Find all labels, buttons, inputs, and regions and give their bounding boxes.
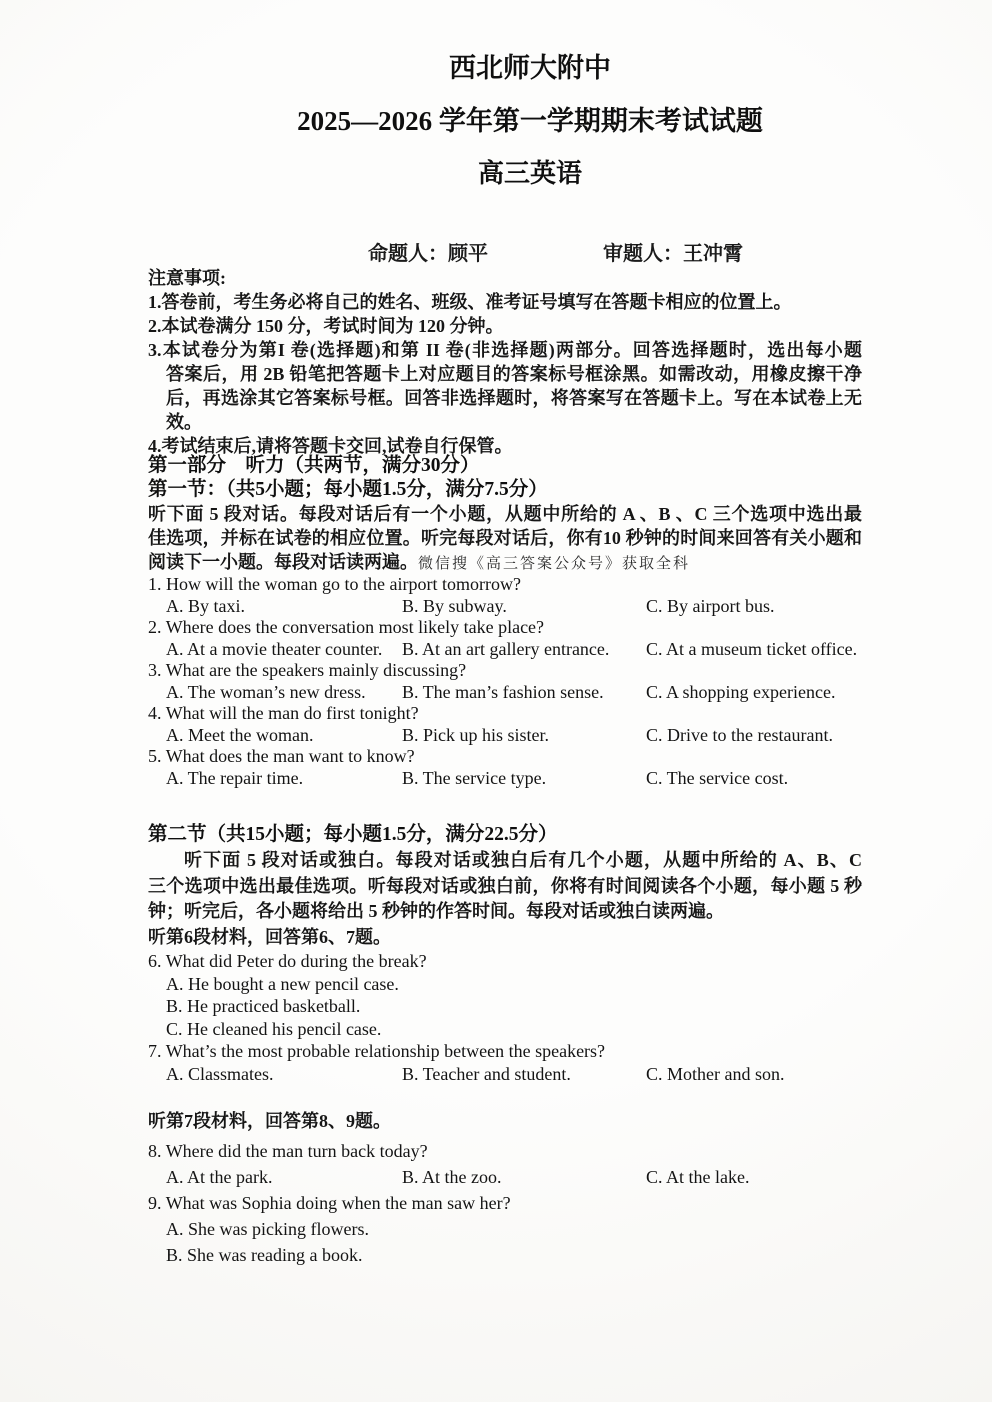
part1-listening <box>148 454 862 576</box>
options-row <box>148 768 862 790</box>
question-text: Where did the man turn back today? <box>165 1141 428 1161</box>
section1-intro-line3 <box>148 550 862 576</box>
question-text: What will the man do first tonight? <box>165 703 419 723</box>
question-text: What was Sophia doing when the man saw her? <box>165 1193 511 1213</box>
question-number: 5. <box>148 746 162 766</box>
school-title: 西北师大附中 <box>449 53 611 83</box>
notice-item-3-line4: 效。 <box>166 412 202 432</box>
option-c: C. Mother and son. <box>646 1063 785 1084</box>
question-line <box>148 617 862 639</box>
notice-item-3-line1: 3.本试卷分为第I 卷(选择题)和第 II 卷(非选择题)两部分。回答选择题时，选出每小题 <box>148 340 862 360</box>
notice-item-1: 1.答卷前，考生务必将自己的姓名、班级、准考证号填写在答题卡相应的位置上。 <box>148 292 792 312</box>
question-line <box>148 1190 862 1216</box>
section2-intro-line2: 三个选项中选出最佳选项。听每段对话或独白前，你将有时间阅读各个小题，每小题 5 秒 <box>148 875 862 896</box>
option-c: C. Drive to the restaurant. <box>646 724 833 745</box>
question-number: 6. <box>148 951 162 971</box>
notice-item-4: 4.考试结束后,请将答题卡交回,试卷自行保管。 <box>148 436 513 456</box>
options-row <box>148 725 862 747</box>
question-text: Where does the conversation most likely take place? <box>165 617 545 637</box>
options-row <box>148 639 862 661</box>
section1-intro-line2: 佳选项，并标在试卷的相应位置。听完每段对话后，你有10 秒钟的时间来回答有关小题和 <box>148 528 862 548</box>
question-text: How will the woman go to the airport tomorrow? <box>166 574 521 594</box>
question-line <box>148 950 862 973</box>
option-a: A. Meet the woman. <box>166 724 314 745</box>
notice-item-3-line3: 后，再选涂其它答案标号框。回答非选择题时，将答案写在答题卡上。写在本试卷上无 <box>166 388 862 408</box>
questions-1-5 <box>148 574 862 789</box>
question-line <box>148 574 862 596</box>
question-setter-label: 命题人：顾平 <box>368 243 488 265</box>
question-line <box>148 746 862 768</box>
question-number: 4. <box>148 703 162 723</box>
option-c: C. At the lake. <box>646 1167 750 1187</box>
option-b: B. The service type. <box>402 767 547 788</box>
option-b: B. By subway. <box>402 595 507 616</box>
option-b: B. She was reading a book. <box>166 1245 363 1265</box>
question-text: What does the man want to know? <box>165 746 415 766</box>
option-c: C. At a museum ticket office. <box>646 638 858 659</box>
question-line <box>148 660 862 682</box>
notices-heading: 注意事项: <box>148 268 226 288</box>
question-reviewer-label: 审题人：王冲霄 <box>603 243 743 265</box>
examiner-row <box>0 241 992 267</box>
option-b: B. At an art gallery entrance. <box>402 638 610 659</box>
options-row <box>148 596 862 618</box>
option-c: C. He cleaned his pencil case. <box>166 1018 382 1039</box>
option-b: B. Pick up his sister. <box>402 724 550 745</box>
part1-heading: 第一部分 听力（共两节，满分30分） <box>148 455 480 476</box>
notices-section <box>148 266 862 458</box>
options-row <box>148 682 862 704</box>
question-line <box>148 1040 862 1063</box>
option-c: C. By airport bus. <box>646 595 775 616</box>
questions-6-7 <box>148 950 862 1085</box>
section1-heading: 第一节：（共5小题；每小题1.5分，满分7.5分） <box>148 479 548 500</box>
question-number: 1. <box>148 574 162 594</box>
option-c: C. A shopping experience. <box>646 681 836 702</box>
option-a: A. By taxi. <box>166 595 245 616</box>
question-line <box>148 1138 862 1164</box>
option-b: B. He practiced basketball. <box>166 996 361 1016</box>
exam-title: 2025—2026 学年第一学期期末考试试题 <box>297 106 763 136</box>
option-b: B. At the zoo. <box>402 1167 502 1187</box>
options-row <box>148 1063 862 1086</box>
option-a: A. The repair time. <box>166 767 304 788</box>
question-line <box>148 703 862 725</box>
option-a: A. At a movie theater counter. <box>166 638 383 659</box>
section1-intro-tail: 阅读下一小题。每段对话读两遍。 <box>148 552 418 572</box>
question-number: 2. <box>148 617 162 637</box>
section2 <box>148 822 862 950</box>
question-number: 3. <box>148 660 162 680</box>
section2-heading: 第二节（共15小题；每小题1.5分，满分22.5分） <box>148 824 558 845</box>
option-a: A. He bought a new pencil case. <box>166 973 399 994</box>
questions-8-9 <box>148 1138 862 1268</box>
option-a: A. The woman’s new dress. <box>166 681 366 702</box>
question-text: What’s the most probable relationship between the speakers? <box>165 1041 606 1061</box>
section2-intro-line3: 钟；听完后，各小题将给出 5 秒钟的作答时间。每段对话或独白读两遍。 <box>148 901 724 921</box>
notice-item-2: 2.本试卷满分 150 分，考试时间为 120 分钟。 <box>148 316 504 336</box>
question-number: 9. <box>148 1193 162 1213</box>
notice-item-3-line2: 答案后，用 2B 铅笔把答题卡上对应题目的答案标号框涂黑。如需改动，用橡皮擦干净 <box>166 364 862 384</box>
question-number: 7. <box>148 1041 162 1061</box>
watermark-text: 微信搜《高三答案公众号》获取全科 <box>418 556 691 572</box>
section2-intro-line1: 听下面 5 段对话或独白。每段对话或独白后有几个小题，从题中所给的 A、B、C <box>184 850 862 870</box>
question-text: What are the speakers mainly discussing? <box>165 660 467 680</box>
section1-intro-line1: 听下面 5 段对话。每段对话后有一个小题，从题中所给的 A 、B 、C 三个选项中选出最 <box>148 504 862 524</box>
options-row <box>148 1164 862 1190</box>
option-b: B. Teacher and student. <box>402 1063 571 1084</box>
option-c: C. The service cost. <box>646 767 789 788</box>
material6-line: 听第6段材料，回答第6、7题。 <box>148 926 391 947</box>
question-text: What did Peter do during the break? <box>165 951 427 971</box>
question-number: 8. <box>148 1141 162 1161</box>
option-b: B. The man’s fashion sense. <box>402 681 604 702</box>
subject-title: 高三英语 <box>477 159 582 188</box>
option-a: A. Classmates. <box>166 1063 274 1084</box>
option-a: A. At the park. <box>166 1167 273 1187</box>
option-a: A. She was picking flowers. <box>166 1219 369 1239</box>
material7-line: 听第7段材料，回答第8、9题。 <box>148 1111 391 1131</box>
